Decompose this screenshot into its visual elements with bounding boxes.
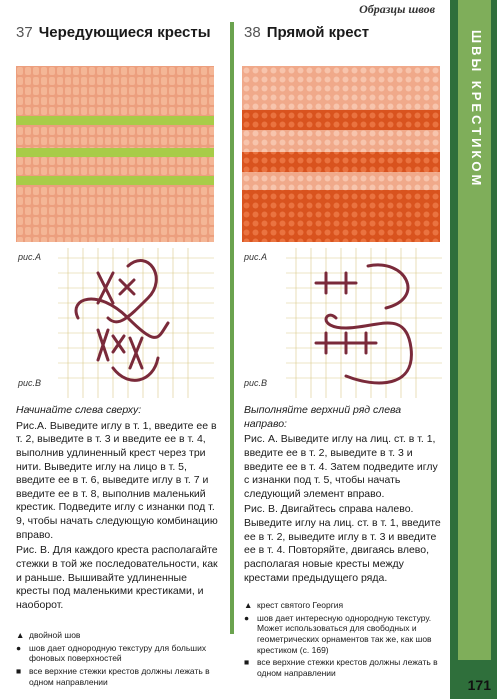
right-stitch-diagram xyxy=(286,248,442,398)
square-icon: ■ xyxy=(244,657,250,668)
right-instructions xyxy=(244,404,444,587)
page-number: 171 xyxy=(467,677,491,693)
left-paragraph-2: Рис. В. Для каждого креста располагайте стежки в той же последовательности, как и раньше. Вышивайте удлиненные кресты под маленькими крестиками, и наоборот. xyxy=(16,544,218,611)
right-paragraph-1: Рис. А. Выведите иглу на лиц. ст. в т. 1, введите ее в т. 2, выведите в т. 3 и введите ее в т. 4. Затем подведите иглу с изнанки под т. 5, чтобы начать следующий элемент вправо. xyxy=(244,433,438,500)
column-divider xyxy=(230,22,234,634)
right-legend xyxy=(244,600,444,680)
triangle-icon: ▲ xyxy=(244,600,253,610)
section-37-title: 37 Чередующиеся кресты xyxy=(16,24,211,41)
straight-cross-swatch xyxy=(242,66,440,242)
left-fig-a-label: рис.А xyxy=(18,252,42,262)
right-paragraph-2: Рис. В. Двигайтесь справа налево. Выведите иглу на лиц. ст. в т. 1, введите ее в т. 2, выведите иглу в т. 3 и введите ее в т. 4. Повторяйте, двигаясь влево, располагая новые кресты между крестами предыдущего ряда. xyxy=(244,503,441,584)
section-38-title: 38 Прямой крест xyxy=(244,24,370,41)
legend-item: ■ все верхние стежки крестов должны лежать в одном направлении xyxy=(244,657,438,678)
left-stitch-diagram xyxy=(58,248,214,398)
circle-icon: ● xyxy=(244,612,250,623)
legend-item: ● шов дает интересную однородную текстуру. Может использоваться для свободных и геометрических орнаментов так же, как шов крестиком (с. 169) xyxy=(244,612,432,655)
right-fig-a-label: рис.А xyxy=(244,252,268,262)
square-icon: ■ xyxy=(16,665,22,676)
legend-item: ▲ двойной шов xyxy=(16,630,81,640)
side-section-title: ШВЫ КРЕСТИКОМ xyxy=(469,30,484,189)
side-band xyxy=(450,0,497,699)
legend-item: ● шов дает однородную текстуру для больших фоновых поверхностей xyxy=(16,642,207,664)
circle-icon: ● xyxy=(16,642,22,653)
left-legend xyxy=(16,630,216,689)
left-fig-b-label: рис.В xyxy=(18,378,42,388)
left-paragraph-1: Рис.А. Выведите иглу в т. 1, введите ее в т. 2, выведите в т. 3 и введите ее в т. 4, выполнив удлиненный крест через три нити. Выведите иглу на лицо в т. 5, введите ее в т. 6, выведите иглу в т. 7 и введите ее в т. 8, выполнив маленький крестик. Подведите иглу с изнанки под т. 9, чтобы начать следующую комбинацию вправо. xyxy=(16,419,218,541)
triangle-icon: ▲ xyxy=(16,630,25,640)
legend-item: ■ все верхние стежки крестов должны лежать в одном направлении xyxy=(16,665,210,687)
left-instructions xyxy=(16,404,222,615)
legend-item: ▲ крест святого Георгия xyxy=(244,600,344,610)
right-fig-b-label: рис.В xyxy=(244,378,268,388)
left-lead: Начинайте слева сверху: xyxy=(16,404,142,416)
right-lead: Выполняйте верхний ряд слева направо: xyxy=(244,404,402,430)
page-header-title: Образцы швов xyxy=(359,2,435,16)
alternating-cross-swatch xyxy=(16,66,214,242)
